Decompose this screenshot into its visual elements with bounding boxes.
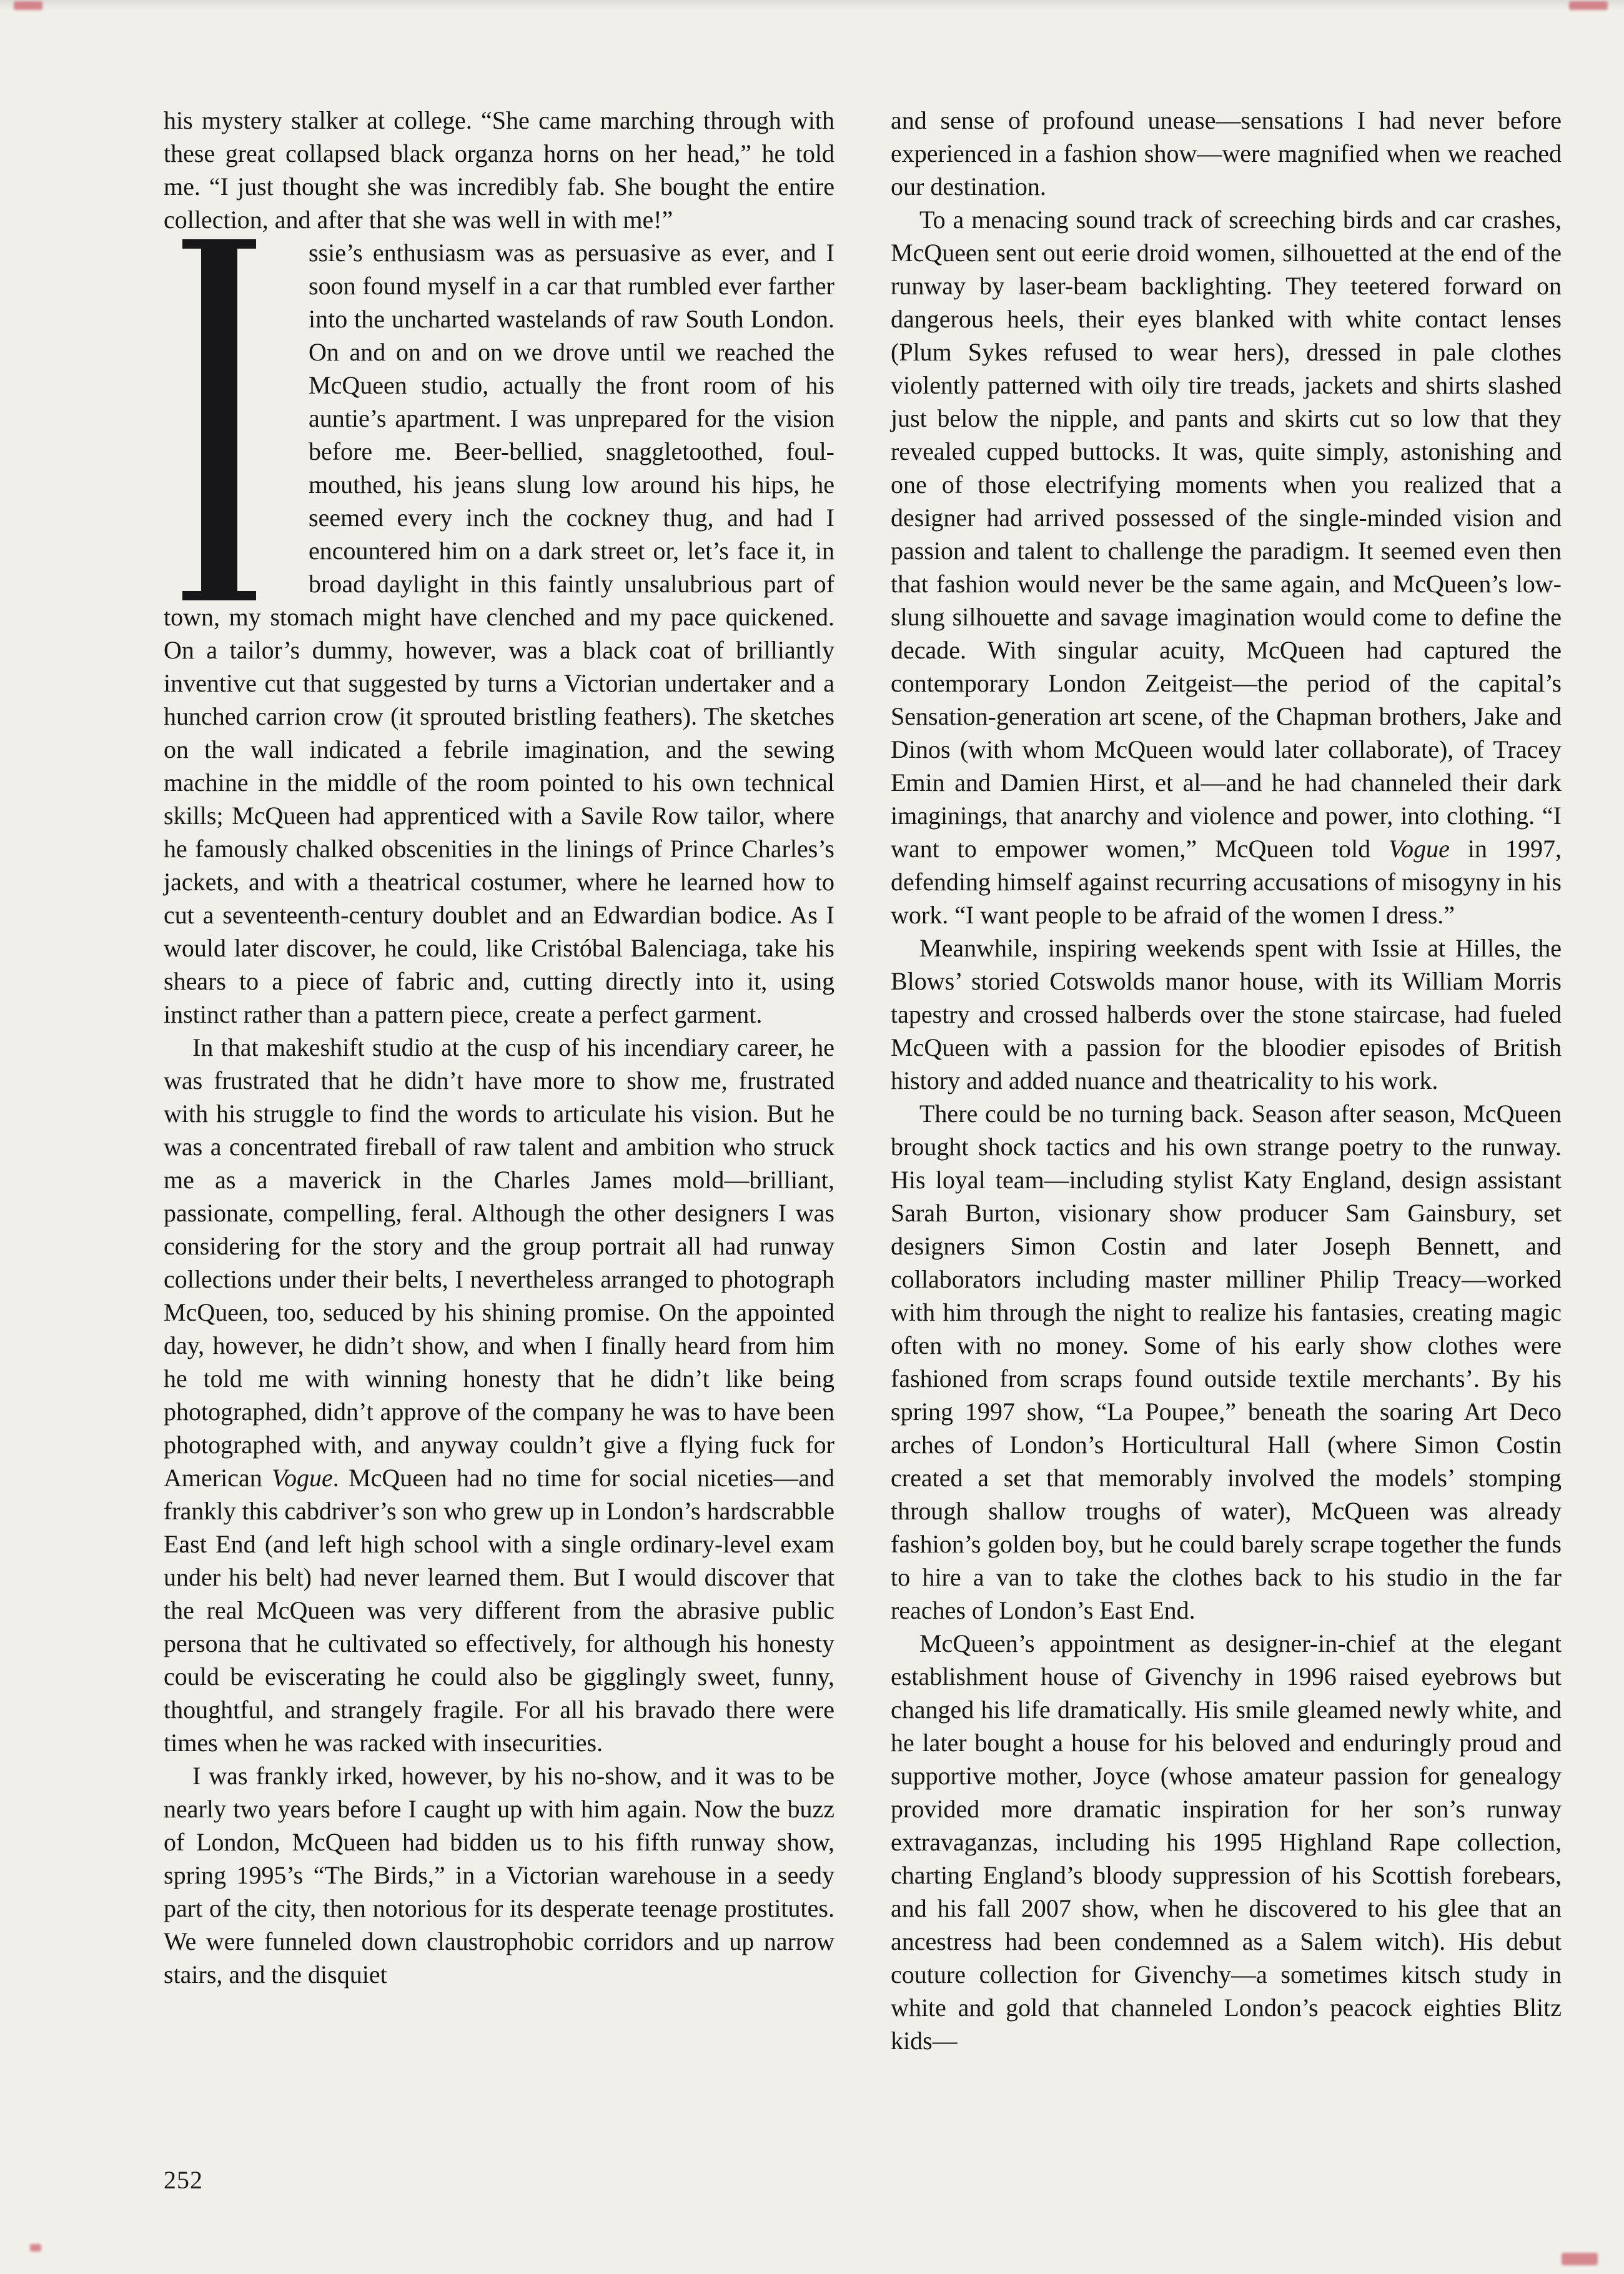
right-column <box>891 104 1562 2057</box>
scan-mark-bottom-left <box>30 2244 41 2252</box>
paragraph-text: To a menacing sound track of screeching birds and car crashes, McQueen sent out eerie droid women, silhouetted at the end of the runway by laser-beam backlighting. They teetered forward on dangerous heels, their eyes blanked with white contact lenses (Plum Sykes refused to wear hers), dressed in pale clothes violently patterned with oily tire treads, jackets and shirts slashed just below the nipple, and pants and skirts cut so low that they revealed cupped buttocks. It was, quite simply, astonishing and one of those electrifying moments when you realized that a designer had arrived possessed of the single-minded vision and passion and talent to challenge the paradigm. It seemed even then that fashion would never be the same again, and McQueen’s low-slung silhouette and savage imagination would come to define the decade. With singular acuity, McQueen had captured the contemporary London Zeitgeist—the period of the capital’s Sensation-generation art scene, of the Chapman brothers, Jake and Dinos (with whom McQueen would later collaborate), of Tracey Emin and Damien Hirst, et al—and he had channeled their dark imaginings, that anarchy and violence and power, into clothing. “I want to empower women,” McQueen told Vogue in 1997, defending himself against recurring accusations of misogyny in his work. “I want people to be afraid of the women I dress.” <box>891 206 1562 929</box>
paragraph <box>164 1759 834 1991</box>
paragraph-text: There could be no turning back. Season after season, McQueen brought shock tactics and his own strange poetry to the runway. His loyal team—including stylist Katy England, design assistant Sarah Burton, visionary show producer Sam Gainsbury, set designers Simon Costin and later Joseph Bennett, and collaborators including master milliner Philip Treacy—worked with him through the night to realize his fantasies, creating magic often with no money. Some of his early show clothes were fashioned from scraps found outside textile merchants’. By his spring 1997 show, “La Poupee,” beneath the soaring Art Deco arches of London’s Horticultural Hall (where Simon Costin created a set that memorably involved the models’ stomping through shallow troughs of water), McQueen was already fashion’s golden boy, but he could barely scrape together the funds to hire a van to take the clothes back to his studio in the far reaches of London’s East End. <box>891 1100 1562 1624</box>
page-edge-shadow <box>0 0 1624 10</box>
left-column <box>164 104 834 2057</box>
page-number: 252 <box>164 2166 203 2194</box>
paragraph-text: Meanwhile, inspiring weekends spent with Issie at Hilles, the Blows’ storied Cotswolds manor house, with its William Morris tapestry and crossed halberds over the stone staircase, had fueled McQueen with a passion for the bloodier episodes of British history and added nuance and theatricality to his work. <box>891 934 1562 1095</box>
article-body <box>164 104 1562 2057</box>
scan-mark-bottom-right <box>1562 2253 1598 2265</box>
scan-mark-top-left <box>14 1 42 10</box>
paragraph-text: and sense of profound unease—sensations I had never before experienced in a fashion show—were magnified when we reached our destination. <box>891 106 1562 201</box>
paragraph <box>164 1031 834 1759</box>
paragraph <box>164 104 834 236</box>
paragraph <box>891 104 1562 203</box>
paragraph <box>164 236 834 1031</box>
drop-cap-letter <box>164 239 309 600</box>
paragraph <box>891 931 1562 1097</box>
paragraph <box>891 1627 1562 2057</box>
paragraph <box>891 203 1562 931</box>
scan-mark-top-right <box>1569 1 1608 10</box>
paragraph <box>891 1097 1562 1627</box>
paragraph-text: I was frankly irked, however, by his no-show, and it was to be nearly two years before I caught up with him again. Now the buzz of London, McQueen had bidden us to his fifth runway show, spring 1995’s “The Birds,” in a Victorian warehouse in a seedy part of the city, then notorious for its desperate teenage prostitutes. We were funneled down claustrophobic corridors and up narrow stairs, and the disquiet <box>164 1762 834 1989</box>
paragraph-text: In that makeshift studio at the cusp of his incendiary career, he was frustrated that he didn’t have more to show me, frustrated with his struggle to find the words to articulate his vision. But he was a concentrated fireball of raw talent and ambition who struck me as a maverick in the Charles James mold—brilliant, passionate, compelling, feral. Although the other designers I was considering for the story and the group portrait all had runway collections under their belts, I nevertheless arranged to photograph McQueen, too, seduced by his shining promise. On the appointed day, however, he didn’t show, and when I finally heard from him he told me with winning honesty that he didn’t like being photographed, didn’t approve of the company he was to have been photographed with, and anyway couldn’t give a flying fuck for American Vogue. McQueen had no time for social niceties—and frankly this cabdriver’s son who grew up in London’s hardscrabble East End (and left high school with a single ordinary-level exam under his belt) had never learned them. But I would discover that the real McQueen was very different from the abrasive public persona that he cultivated so effectively, for although his honesty could be eviscerating he could also be gigglingly sweet, funny, thoughtful, and strangely fragile. For all his bravado there were times when he was racked with insecurities. <box>164 1033 834 1757</box>
paragraph-text: ssie’s enthusiasm was as persuasive as ever, and I soon found myself in a car that rumbled ever farther into the uncharted wastelands of raw South London. On and on and on we drove until we reached the McQueen studio, actually the front room of his auntie’s apartment. I was unprepared for the vision before me. Beer-bellied, snaggletoothed, foul-mouthed, his jeans slung low around his hips, he seemed every inch the cockney thug, and had I encountered him on a dark street or, let’s face it, in broad daylight in this faintly unsalubrious part of town, my stomach might have clenched and my pace quickened. On a tailor’s dummy, however, was a black coat of brilliantly inventive cut that suggested by turns a Victorian undertaker and a hunched carrion crow (it sprouted bristling feathers). The sketches on the wall indicated a febrile imagination, and the sewing machine in the middle of the room pointed to his own technical skills; McQueen had apprenticed with a Savile Row tailor, where he famously chalked obscenities in the linings of Prince Charles’s jackets, and with a theatrical costumer, where he learned how to cut a seventeenth-century doublet and an Edwardian bodice. As I would later discover, he could, like Cristóbal Balenciaga, take his shears to a piece of fabric and, cutting directly into it, using instinct rather than a pattern piece, create a perfect garment. <box>164 239 834 1028</box>
paragraph-text: McQueen’s appointment as designer-in-chief at the elegant establishment house of Givenchy in 1996 raised eyebrows but changed his life dramatically. His smile gleamed newly white, and he later bought a house for his beloved and enduringly proud and supportive mother, Joyce (whose amateur passion for genealogy provided more dramatic inspiration for her son’s runway extravaganzas, including his 1995 Highland Rape collection, charting England’s bloody suppression of his Scottish forebears, and his fall 2007 show, when he discovered to his glee that an ancestress had been condemned as a Salem witch). His debut couture collection for Givenchy—a sometimes kitsch study in white and gold that channeled London’s peacock eighties Blitz kids— <box>891 1629 1562 2055</box>
paragraph-text: his mystery stalker at college. “She came marching through with these great collapsed black organza horns on her head,” he told me. “I just thought she was incredibly fab. She bought the entire collection, and after that she was well in with me!” <box>164 106 834 234</box>
